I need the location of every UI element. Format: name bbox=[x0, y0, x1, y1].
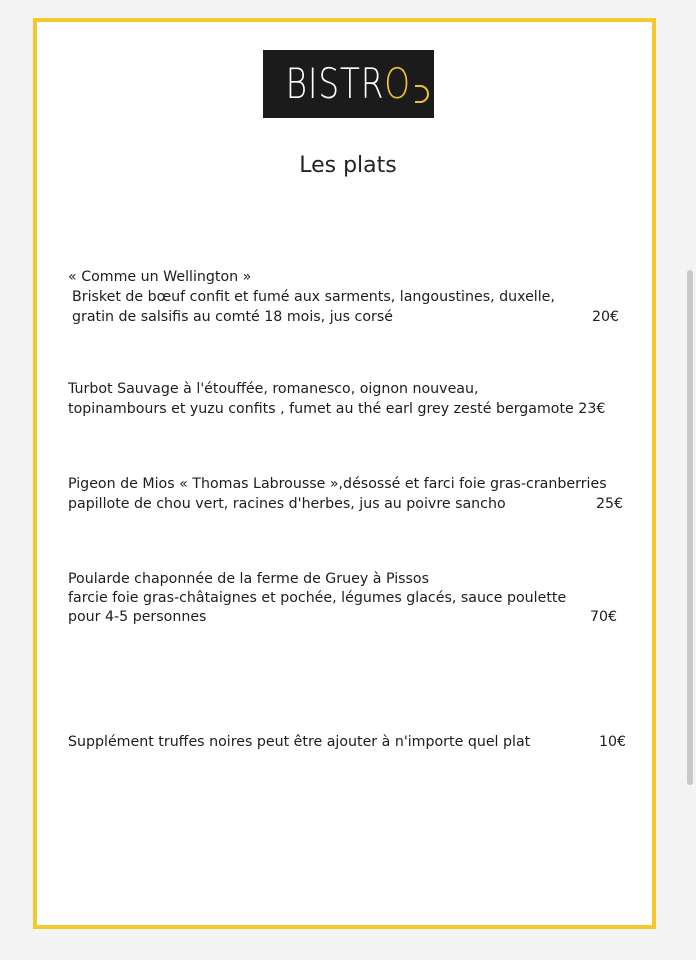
menu-item-4-price: 70€ bbox=[590, 609, 618, 625]
menu-item-3-line-2: papillote de chou vert, racines d'herbes, jus au poivre sancho bbox=[68, 496, 506, 512]
menu-item-1-price: 20€ bbox=[592, 309, 620, 325]
logo-wordmark bbox=[285, 59, 412, 108]
menu-item-1-line-3: gratin de salsifis au comté 18 mois, jus corsé bbox=[72, 309, 393, 325]
menu-item-3-price: 25€ bbox=[596, 496, 624, 512]
menu-item-2-line-1: Turbot Sauvage à l'étouffée, romanesco, oignon nouveau, bbox=[68, 381, 479, 397]
menu-item-1-line-2: Brisket de bœuf confit et fumé aux sarments, langoustines, duxelle, bbox=[72, 289, 555, 305]
menu-item-5-line-1: Supplément truffes noires peut être ajouter à n'importe quel plat bbox=[68, 734, 531, 750]
menu-item-4-line-2: farcie foie gras-châtaignes et pochée, légumes glacés, sauce poulette bbox=[68, 590, 567, 606]
logo-badge-icon bbox=[415, 85, 429, 103]
scrollbar-thumb[interactable] bbox=[687, 270, 693, 785]
menu-item-2-line-2: topinambours et yuzu confits , fumet au thé earl grey zesté bergamote 23€ bbox=[68, 401, 606, 417]
menu-item-4-line-3: pour 4-5 personnes bbox=[68, 609, 207, 625]
menu-item-4-line-1: Poularde chaponnée de la ferme de Gruey à Pissos bbox=[68, 571, 430, 587]
page-title: Les plats bbox=[299, 153, 397, 178]
bistro-logo bbox=[263, 50, 434, 118]
scrollbar[interactable] bbox=[682, 0, 696, 960]
logo-o-accent: O bbox=[384, 59, 412, 108]
menu-item-3-line-1: Pigeon de Mios « Thomas Labrousse »,désossé et farci foie gras-cranberries bbox=[68, 476, 607, 492]
menu-item-1-line-1: « Comme un Wellington » bbox=[68, 269, 252, 285]
logo-text: BISTR bbox=[285, 59, 385, 108]
menu-item-5-price: 10€ bbox=[599, 734, 627, 750]
